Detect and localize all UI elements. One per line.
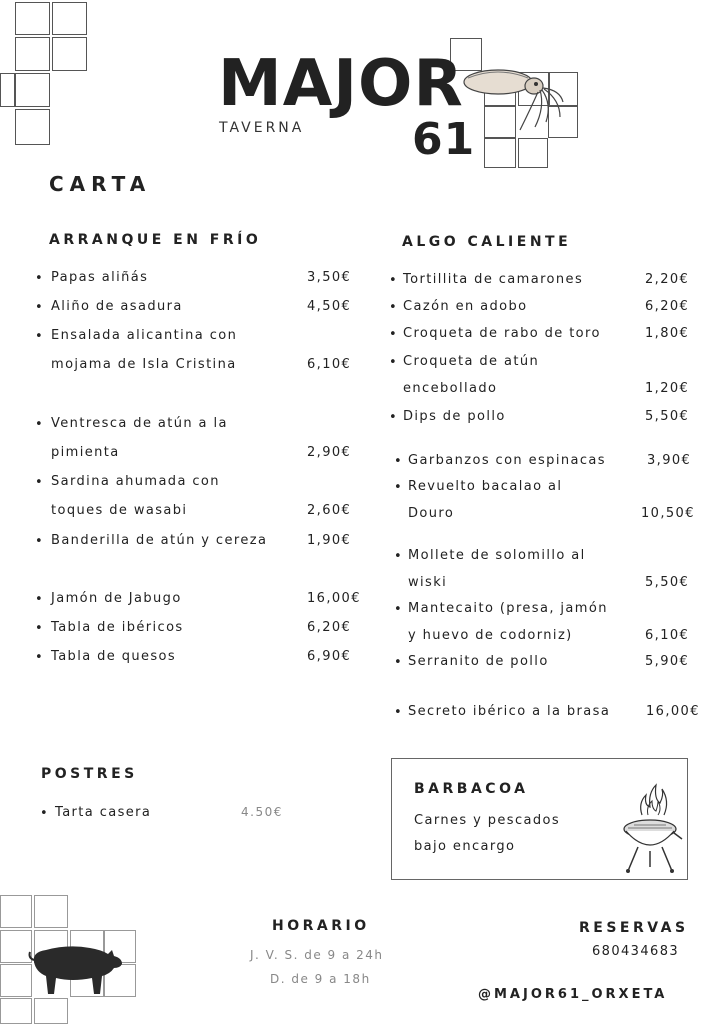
menu-item: Croqueta de rabo de toro xyxy=(403,326,601,341)
horario-line2: D. de 9 a 18h xyxy=(270,972,371,986)
menu-price: 5,90€ xyxy=(645,654,690,669)
menu-price: 2,90€ xyxy=(307,445,352,460)
brand-number: 61 xyxy=(412,114,476,165)
carta-title: CARTA xyxy=(49,172,152,196)
menu-item-cont: y huevo de codorniz) xyxy=(408,628,573,643)
menu-item: Cazón en adobo xyxy=(403,299,528,314)
squid-icon xyxy=(460,62,564,136)
menu-item: Jamón de Jabugo xyxy=(51,591,182,606)
menu-item: Croqueta de atún xyxy=(403,354,540,369)
menu-price: 6,20€ xyxy=(307,620,352,635)
menu-price: 1,80€ xyxy=(645,326,690,341)
menu-item-cont: wiski xyxy=(408,575,448,590)
menu-item-cont: toques de wasabi xyxy=(51,503,188,518)
menu-price: 6,10€ xyxy=(645,628,690,643)
menu-item: Ensalada alicantina con xyxy=(51,328,238,343)
barbacoa-line2: bajo encargo xyxy=(414,839,516,854)
menu-item: Serranito de pollo xyxy=(408,654,549,669)
instagram-handle[interactable]: @MAJOR61_ORXETA xyxy=(478,987,668,1002)
menu-item: Revuelto bacalao al xyxy=(408,479,563,494)
menu-item: Secreto ibérico a la brasa xyxy=(408,704,611,719)
menu-item: Sardina ahumada con xyxy=(51,474,220,489)
menu-item: Tabla de ibéricos xyxy=(51,620,184,635)
barbacoa-box xyxy=(391,758,688,880)
horario-line1: J. V. S. de 9 a 24h xyxy=(250,948,384,962)
menu-price: 1,90€ xyxy=(307,533,352,548)
menu-item-cont: encebollado xyxy=(403,381,498,396)
menu-price: 16,00€ xyxy=(307,591,361,606)
menu-price: 1,20€ xyxy=(645,381,690,396)
menu-price: 5,50€ xyxy=(645,409,690,424)
menu-price: 6,10€ xyxy=(307,357,352,372)
menu-price: 4,50€ xyxy=(307,299,352,314)
menu-item: Dips de pollo xyxy=(403,409,506,424)
menu-price: 16,00€ xyxy=(646,704,700,719)
menu-price: 2,20€ xyxy=(645,272,690,287)
cold-section-title: ARRANQUE EN FRÍO xyxy=(49,232,262,248)
reservas-phone[interactable]: 680434683 xyxy=(592,944,680,959)
menu-price: 4.50€ xyxy=(241,805,283,819)
menu-price: 6,20€ xyxy=(645,299,690,314)
menu-item: Papas aliñás xyxy=(51,270,149,285)
horario-title: HORARIO xyxy=(272,918,370,934)
menu-item: Mollete de solomillo al xyxy=(408,548,586,563)
grill-icon xyxy=(620,781,684,873)
barbacoa-line1: Carnes y pescados xyxy=(414,813,561,828)
menu-item: Banderilla de atún y cereza xyxy=(51,533,268,548)
barbacoa-title: BARBACOA xyxy=(414,781,529,797)
brand-subtitle: TAVERNA xyxy=(219,120,305,136)
menu-item-cont: Douro xyxy=(408,506,455,521)
brand-name: MAJOR xyxy=(218,47,464,121)
menu-item: Tarta casera xyxy=(55,805,152,820)
menu-price: 3,90€ xyxy=(647,453,692,468)
reservas-title: RESERVAS xyxy=(579,920,689,936)
menu-item: Garbanzos con espinacas xyxy=(408,453,606,468)
menu-price: 6,90€ xyxy=(307,649,352,664)
desserts-section-title: POSTRES xyxy=(41,766,138,782)
menu-item-cont: mojama de Isla Cristina xyxy=(51,357,237,372)
hot-section-title: ALGO CALIENTE xyxy=(402,234,572,250)
menu-item: Ventresca de atún a la xyxy=(51,416,228,431)
menu-price: 10,50€ xyxy=(641,506,695,521)
menu-item: Tabla de quesos xyxy=(51,649,177,664)
menu-price: 2,60€ xyxy=(307,503,352,518)
menu-item-cont: pimienta xyxy=(51,445,120,460)
menu-price: 3,50€ xyxy=(307,270,352,285)
menu-price: 5,50€ xyxy=(645,575,690,590)
menu-item: Aliño de asadura xyxy=(51,299,183,314)
pig-icon xyxy=(28,940,124,996)
menu-item: Mantecaito (presa, jamón xyxy=(408,601,608,616)
menu-item: Tortillita de camarones xyxy=(403,272,584,287)
